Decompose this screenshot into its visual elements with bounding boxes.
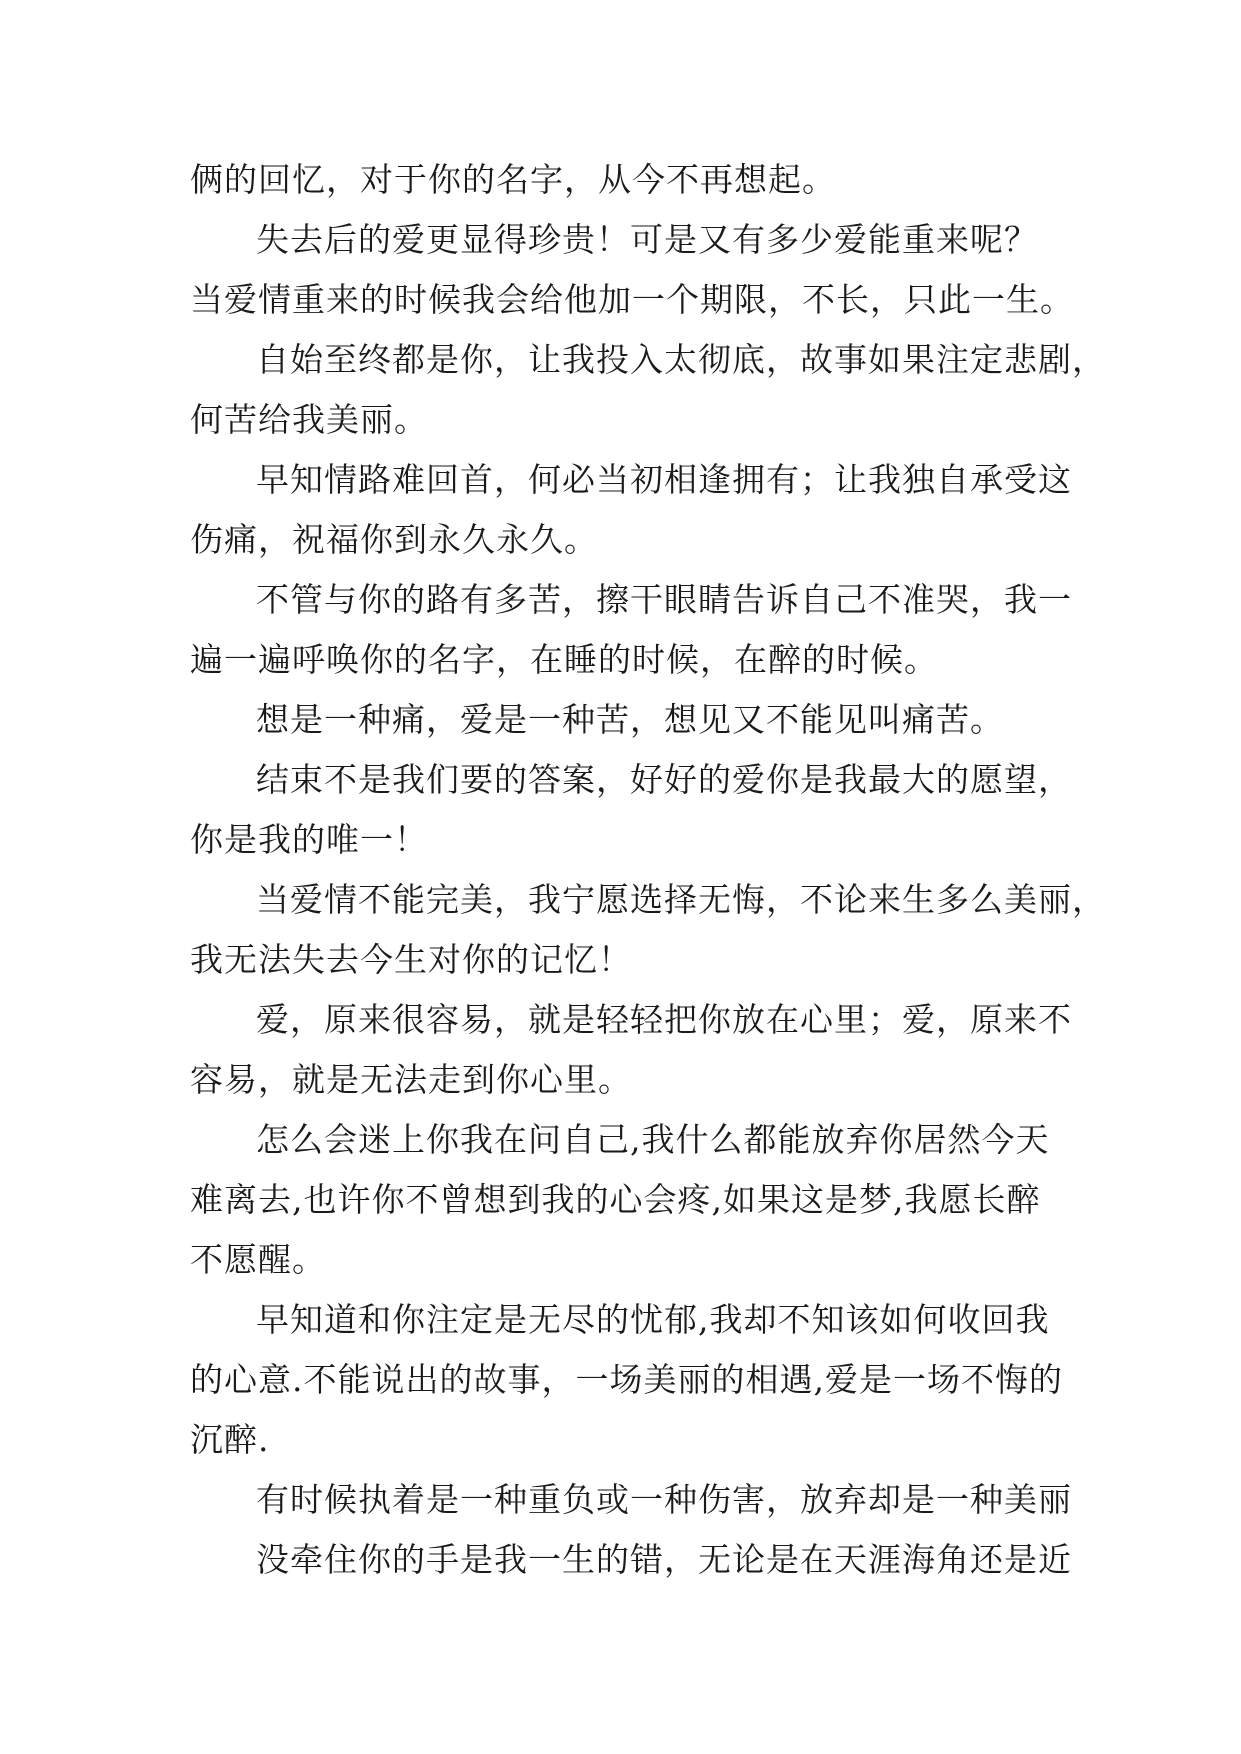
text-line: 失去后的爱更显得珍贵！可是又有多少爱能重来呢？ xyxy=(256,220,1038,259)
text-line: 伤痛，祝福你到永久永久。 xyxy=(190,520,598,559)
text-line: 遍一遍呼唤你的名字，在睡的时候，在醉的时候。 xyxy=(190,640,938,679)
text-line: 自始至终都是你，让我投入太彻底，故事如果注定悲剧， xyxy=(256,340,1106,379)
text-line: 难离去,也许你不曾想到我的心会疼,如果这是梦,我愿长醉 xyxy=(190,1180,1041,1219)
text-line: 容易，就是无法走到你心里。 xyxy=(190,1060,632,1099)
text-line: 沉醉. xyxy=(190,1420,270,1459)
text-line: 怎么会迷上你我在问自己,我什么都能放弃你居然今天 xyxy=(256,1120,1050,1159)
document-body xyxy=(190,150,1106,1590)
text-line: 当爱情重来的时候我会给他加一个期限，不长，只此一生。 xyxy=(190,280,1074,319)
text-line: 何苦给我美丽。 xyxy=(190,400,428,439)
text-line: 早知情路难回首，何必当初相逢拥有；让我独自承受这 xyxy=(256,460,1072,499)
text-line: 的心意.不能说出的故事，一场美丽的相遇,爱是一场不悔的 xyxy=(190,1360,1063,1399)
text-line: 你是我的唯一！ xyxy=(190,820,428,859)
text-line: 想是一种痛，爱是一种苦，想见又不能见叫痛苦。 xyxy=(256,700,1004,739)
text-line: 没牵住你的手是我一生的错，无论是在天涯海角还是近 xyxy=(256,1540,1072,1579)
text-line: 爱，原来很容易，就是轻轻把你放在心里；爱，原来不 xyxy=(256,1000,1072,1039)
text-line: 不管与你的路有多苦，擦干眼睛告诉自己不准哭，我一 xyxy=(256,580,1072,619)
text-line: 有时候执着是一种重负或一种伤害，放弃却是一种美丽 xyxy=(256,1480,1072,1519)
text-line: 当爱情不能完美，我宁愿选择无悔，不论来生多么美丽， xyxy=(256,880,1106,919)
text-line: 俩的回忆，对于你的名字，从今不再想起。 xyxy=(190,160,836,199)
text-line: 我无法失去今生对你的记忆！ xyxy=(190,940,632,979)
text-line: 不愿醒。 xyxy=(190,1240,326,1279)
text-line: 结束不是我们要的答案，好好的爱你是我最大的愿望， xyxy=(256,760,1072,799)
text-line: 早知道和你注定是无尽的忧郁,我却不知该如何收回我 xyxy=(256,1300,1050,1339)
